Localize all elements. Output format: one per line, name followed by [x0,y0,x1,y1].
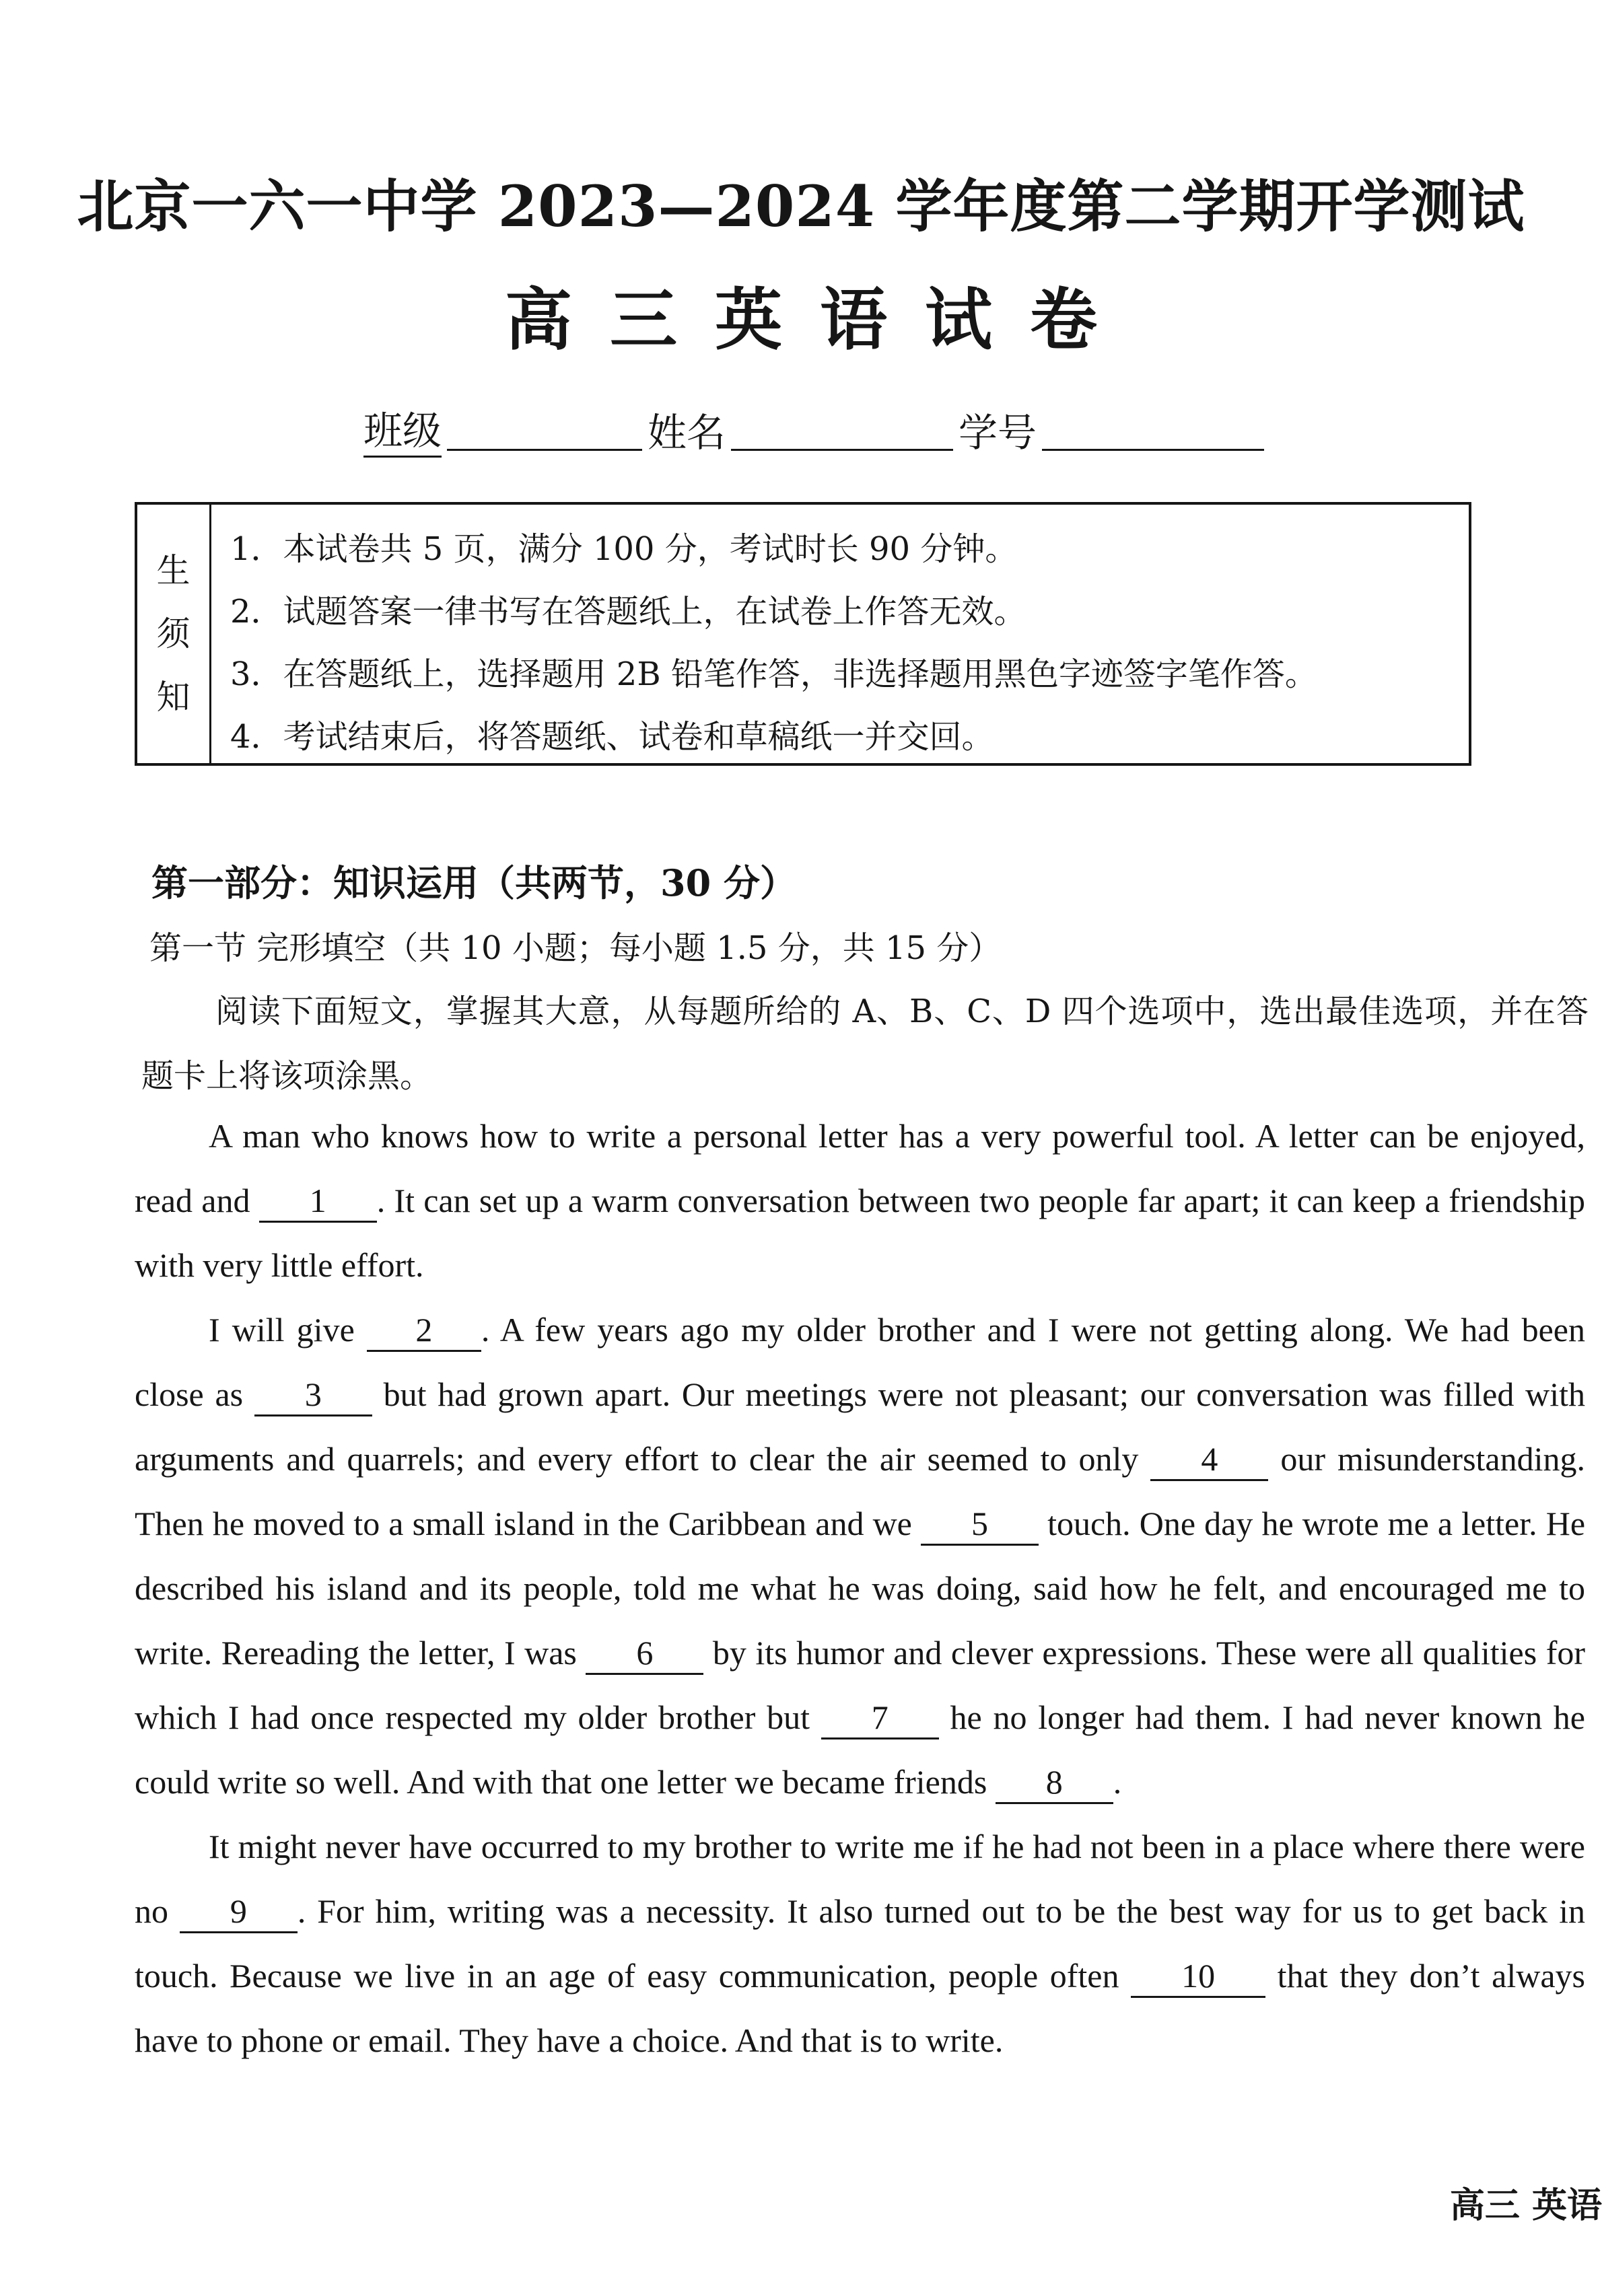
passage-text: A man who knows how to write a personal letter has a very powerful tool. A letter can be enjoyed, read and [135,1117,1585,1219]
id-label: 学号 [959,410,1037,456]
passage-text: that they don’t always have to phone or email. They have a choice. And that is to write. [135,1957,1585,2059]
id-blank[interactable] [1042,443,1264,451]
blank-5: 5 [921,1503,1039,1546]
class-blank[interactable] [447,443,642,451]
notice-item: 1．本试卷共 5 页，满分 100 分，考试时长 90 分钟。 [230,530,1018,568]
passage-text: . For him, writing was a necessity. It also turned out to be the best way for us to get back in touch. Because we live in an age of easy communication, people often [135,1892,1586,1995]
notice-item: 3．在答题纸上，选择题用 2B 铅笔作答，非选择题用黑色字迹签字笔作答。 [230,655,1317,693]
passage-text: . It can set up a warm conversation between two people far apart; it can keep a friendship with very little effort. [135,1182,1585,1284]
passage-text: . A few years ago my older brother and I were not getting along. We had been close as [135,1311,1585,1413]
passage-paragraph-2 [135,1297,1585,1814]
notice-side-char: 知 [156,678,190,717]
blank-10: 10 [1131,1956,1265,1998]
notice-list [218,518,1462,768]
blank-3: 3 [254,1374,372,1416]
blank-7: 7 [821,1697,939,1739]
part1-heading: 第一部分：知识运用（共两节，30 分） [151,861,796,904]
notice-side-char: 生 [156,551,190,590]
passage-text: It might never have occurred to my brother to write me if he had not been in a place where there were no [135,1828,1585,1930]
instruction-text: 阅读下面短文，掌握其大意，从每题所给的 A、B、C、D 四个选项中，选出最佳选项，并在答题卡上将该项涂黑。 [141,993,1589,1095]
name-blank[interactable] [731,443,953,451]
notice-item: 2．试题答案一律书写在答题纸上，在试卷上作答无效。 [230,593,1026,631]
notice-side-label [137,505,211,763]
blank-4: 4 [1150,1439,1268,1481]
name-label: 姓名 [648,410,726,456]
passage-text: I will give [209,1311,367,1349]
blank-1: 1 [259,1180,377,1223]
passage-text: he no longer had them. I had never known he could write so well. And with that one letter we became friends [135,1698,1586,1801]
notice-item: 4．考试结束后，将答题纸、试卷和草稿纸一并交回。 [230,718,994,756]
passage-text: but had grown apart. Our meetings were not pleasant; our conversation was filled with arguments and quarrels; and every effort to clear the air seemed to only [135,1375,1585,1478]
passage-text: touch. One day he wrote me a letter. He described his island and its people, told me what he was doing, said how he felt, and encouraged me to write. Rereading the letter, I was [135,1505,1586,1672]
blank-9: 9 [180,1891,298,1933]
passage-paragraph-3 [135,1814,1585,2073]
class-label: 班级 [363,399,442,458]
blank-6: 6 [586,1633,703,1675]
passage-text: our misunderstanding. Then he moved to a small island in the Caribbean and we [135,1440,1586,1542]
blank-8: 8 [996,1762,1113,1804]
notice-side-char: 须 [156,614,190,653]
student-info-row [363,404,1269,458]
passage-paragraph-1 [135,1104,1585,1297]
cloze-passage [135,1104,1585,2073]
exam-title: 高三英语试卷 [505,280,1135,359]
passage-text: by its humor and clever expressions. These were all qualities for which I had once respected my older brother but [135,1634,1586,1736]
section1-heading: 第一节 完形填空（共 10 小题；每小题 1.5 分，共 15 分） [149,929,1002,967]
passage-text: . [1113,1763,1122,1801]
blank-2: 2 [367,1310,481,1352]
school-title: 北京一六一中学 2023—2024 学年度第二学期开学测试 [77,173,1525,240]
page-footer: 高三 英语 [1449,2185,1602,2226]
notice-box [135,502,1471,766]
